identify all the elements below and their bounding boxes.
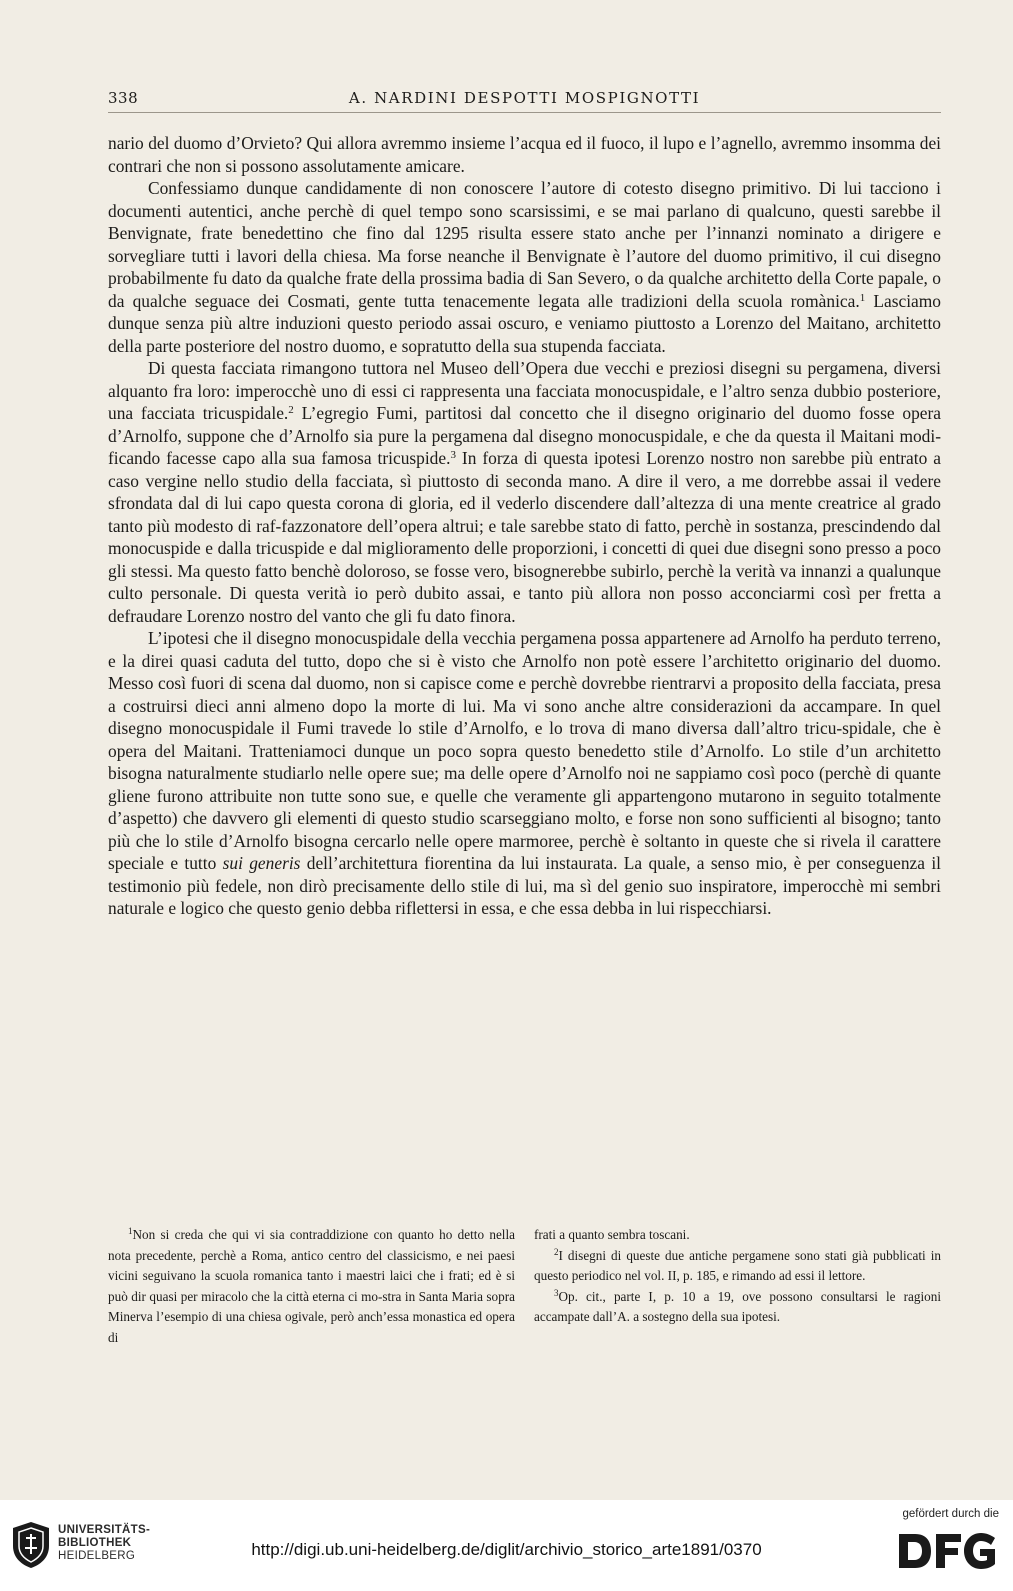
- paragraph-text: dell’architettura fiorentina da lui instaurata. La quale, a senso mio, è per conseguenza il testimonio più fedele, non dirò precisamente dello stile di lui, ma sì del genio suo inspiratore, imperocchè mi sembri naturale e logico che questo genio debba riflettersi in essa, e che essa debba in lui rispecchiarsi.: [108, 853, 941, 918]
- footnote-1-continued: [534, 1225, 941, 1246]
- footnote-mark: 1: [128, 1226, 133, 1236]
- funding-note: gefördert durch die: [902, 1508, 999, 1520]
- viewer-footer: [0, 1500, 1013, 1591]
- footnote-text: I disegni di queste due antiche pergamene sono stati già pubblicati in questo periodico nel vol. II, p. 185, e rimando ad essi il lettore.: [534, 1247, 941, 1283]
- footnote-1: [108, 1225, 515, 1348]
- footnote-text: Op. cit., parte I, p. 10 a 19, ove possono consultarsi le ragioni accampate dall’A. a sostegno della sua ipotesi.: [534, 1288, 941, 1324]
- paragraph-text: Lasciamo dunque senza più altre induzioni questo periodo assai oscuro, e veniamo piuttosto a Lorenzo del Maitano, architetto della parte posteriore del nostro duomo, e sopratutto della sua stupenda facciata.: [108, 290, 941, 356]
- footnote-text: Non si creda che qui vi sia contraddizione con quanto ho detto nella nota precedente, perchè a Roma, antico centro del classicismo, e nei paesi vicini seguivano la scuola romanica tanto i maestri laici che i frati; ed è si può dir quasi per miracolo che la città eterna ci mo-stra in Santa Maria sopra Minerva l’esempio di una chiesa ogivale, però anch’essa monastica ed opera di: [108, 1227, 515, 1345]
- paragraph-text: Di questa facciata rimangono tuttora nel Museo dell’Opera due vecchi e preziosi disegni su pergamena, diversi alquanto fra loro: imperocchè uno di essi ci rappresenta una facciata monocuspidale, e l’altro senza dubbio posteriore, una facciata tricuspidale.: [108, 358, 941, 423]
- library-name-line: HEIDELBERG: [58, 1550, 136, 1562]
- footnote-ref-1: 1: [859, 291, 866, 304]
- paragraph-text: L’ipotesi che il disegno monocuspidale della vecchia pergamena possa appartenere ad Arnolfo ha perduto terreno, e la direi quasi caduta del tutto, dopo che si è visto che Arnolfo non potè essere l’architetto originario del duomo. Messo così fuori di scena dal duomo, non si capisce come e perchè dovrebbe rientrarvi a proposito della facciata, presa a costruirsi dieci anni almeno dopo la morte di lui. Ma vi sono anche altre considerazioni da accampare. In quel disegno monocuspidale il Fumi travede lo stile d’Arnolfo, e lo trova di mano diversa dall’altro tricu-spidale, che è opera del Maitani. Tratteniamoci dunque un poco sopra questo benedetto stile d’Arnolfo. Lo stile d’un architetto bisogna naturalmente studiarlo nelle opere sue; ma delle opere d’Arnolfo noi ne sappiamo così poco (perchè di quante gliene furono attribuite non tutte sono sue, e quelle che veramente gli appartengono mutarono in seguito totalmente d’aspetto) che davvero gli elementi di questo studio scarseggiano molto, e forse non sono sufficienti al bisogno; tanto più che lo stile d’Arnolfo bisogna cercarlo nelle opere marmoree, perchè è soltanto in queste che si rivela il carattere speciale e tutto: [108, 628, 941, 873]
- running-head: [108, 88, 941, 113]
- footnote-mark: 2: [554, 1246, 559, 1257]
- footnote-column-right: [534, 1225, 941, 1348]
- permalink-url[interactable]: http://digi.ub.uni-heidelberg.de/diglit/archivio_storico_arte1891/0370: [251, 1540, 762, 1559]
- paragraph-text: Confessiamo dunque candidamente di non conoscere l’autore di cotesto disegno primitivo. Di lui tacciono i documenti autentici, anche perchè di quel tempo sono scarsissimi, e se mai parlano di qualcuno, questi sarebbe il Benvignate, frate benedettino che fino dal 1295 risulta essere stato anche per l’innanzi nominato a dirigere e sorvegliare tutti i lavori della chiesa. Ma forse neanche il Benvignate è l’autore del duomo primitivo, il cui disegno probabilmente fu dato da qualche frate della prossima badia di San Severo, o da qualche architetto della Corte papale, o da qualche seguace dei Cosmati, gente tutta tenacemente legata alle tradizioni della scuola romànica.: [108, 178, 941, 311]
- footnote-mark: 3: [554, 1287, 559, 1298]
- library-name-line: UNIVERSITÄTS-: [58, 1524, 151, 1536]
- dfg-logo-icon: [895, 1528, 999, 1574]
- footnote-3: [534, 1287, 941, 1328]
- main-text: [108, 132, 941, 920]
- paragraph-text: nario del duomo d’Orvieto? Qui allora avremmo insieme l’acqua ed il fuoco, il lupo e l’agnello, avremmo insomma dei contrari che non si possono assolutamente amicare.: [108, 133, 941, 176]
- paragraph-3: [108, 357, 941, 627]
- paragraph-1: [108, 132, 941, 177]
- footnote-ref-2: 2: [288, 404, 294, 416]
- footnote-column-left: [108, 1225, 515, 1348]
- paragraph-4: [108, 627, 941, 920]
- paragraph-text: In forza di questa ipotesi Lorenzo nostro non sarebbe più entrato a caso vergine nello studio della facciata, sì piuttosto di seconda mano. A dire il vero, a me dorrebbe assai il vedere sfrondata dal di lui capo questa corona di gloria, ed il vederlo discendere dall’altezza di una mente creatrice al grado tanto più modesto di raf-fazzonatore dell’opera altrui; e tale sarebbe stato di fatto, perchè in sostanza, prescindendo dal monocuspide e dalla tricuspide e dal miglioramento delle proporzioni, i concetti di quei due disegni sono presso a poco gli stessi. Ma questo fatto benchè doloroso, se fosse vero, bisognerebbe subirlo, perchè la verità va innanzi a qualunque culto personale. Di questa verità io però dubito assai, e tanto più allora non posso acconciarmi così per fretta a defraudare Lorenzo nostro del vanto che gli fu dato finora.: [108, 448, 941, 626]
- italic-phrase: sui generis: [222, 853, 301, 873]
- footnote-2: [534, 1246, 941, 1287]
- page-number: 338: [108, 89, 139, 107]
- footnote-ref-3: 3: [450, 449, 456, 461]
- footnote-text: frati a quanto sembra toscani.: [534, 1227, 690, 1242]
- running-title: A. NARDINI DESPOTTI MOSPIGNOTTI: [348, 89, 701, 107]
- paragraph-2: [108, 177, 941, 357]
- library-name-line: BIBLIOTHEK: [58, 1537, 132, 1549]
- footnotes: [108, 1225, 941, 1348]
- paragraph-text: L’egregio Fumi, partitosi dal concetto che il disegno originario del duomo fosse opera d’Arnolfo, suppone che d’Arnolfo sia pure la pergamena dal disegno monocuspidale, e che da questa il Maitani modi-ficando facesse capo alla sua famosa tricuspide.: [108, 403, 941, 468]
